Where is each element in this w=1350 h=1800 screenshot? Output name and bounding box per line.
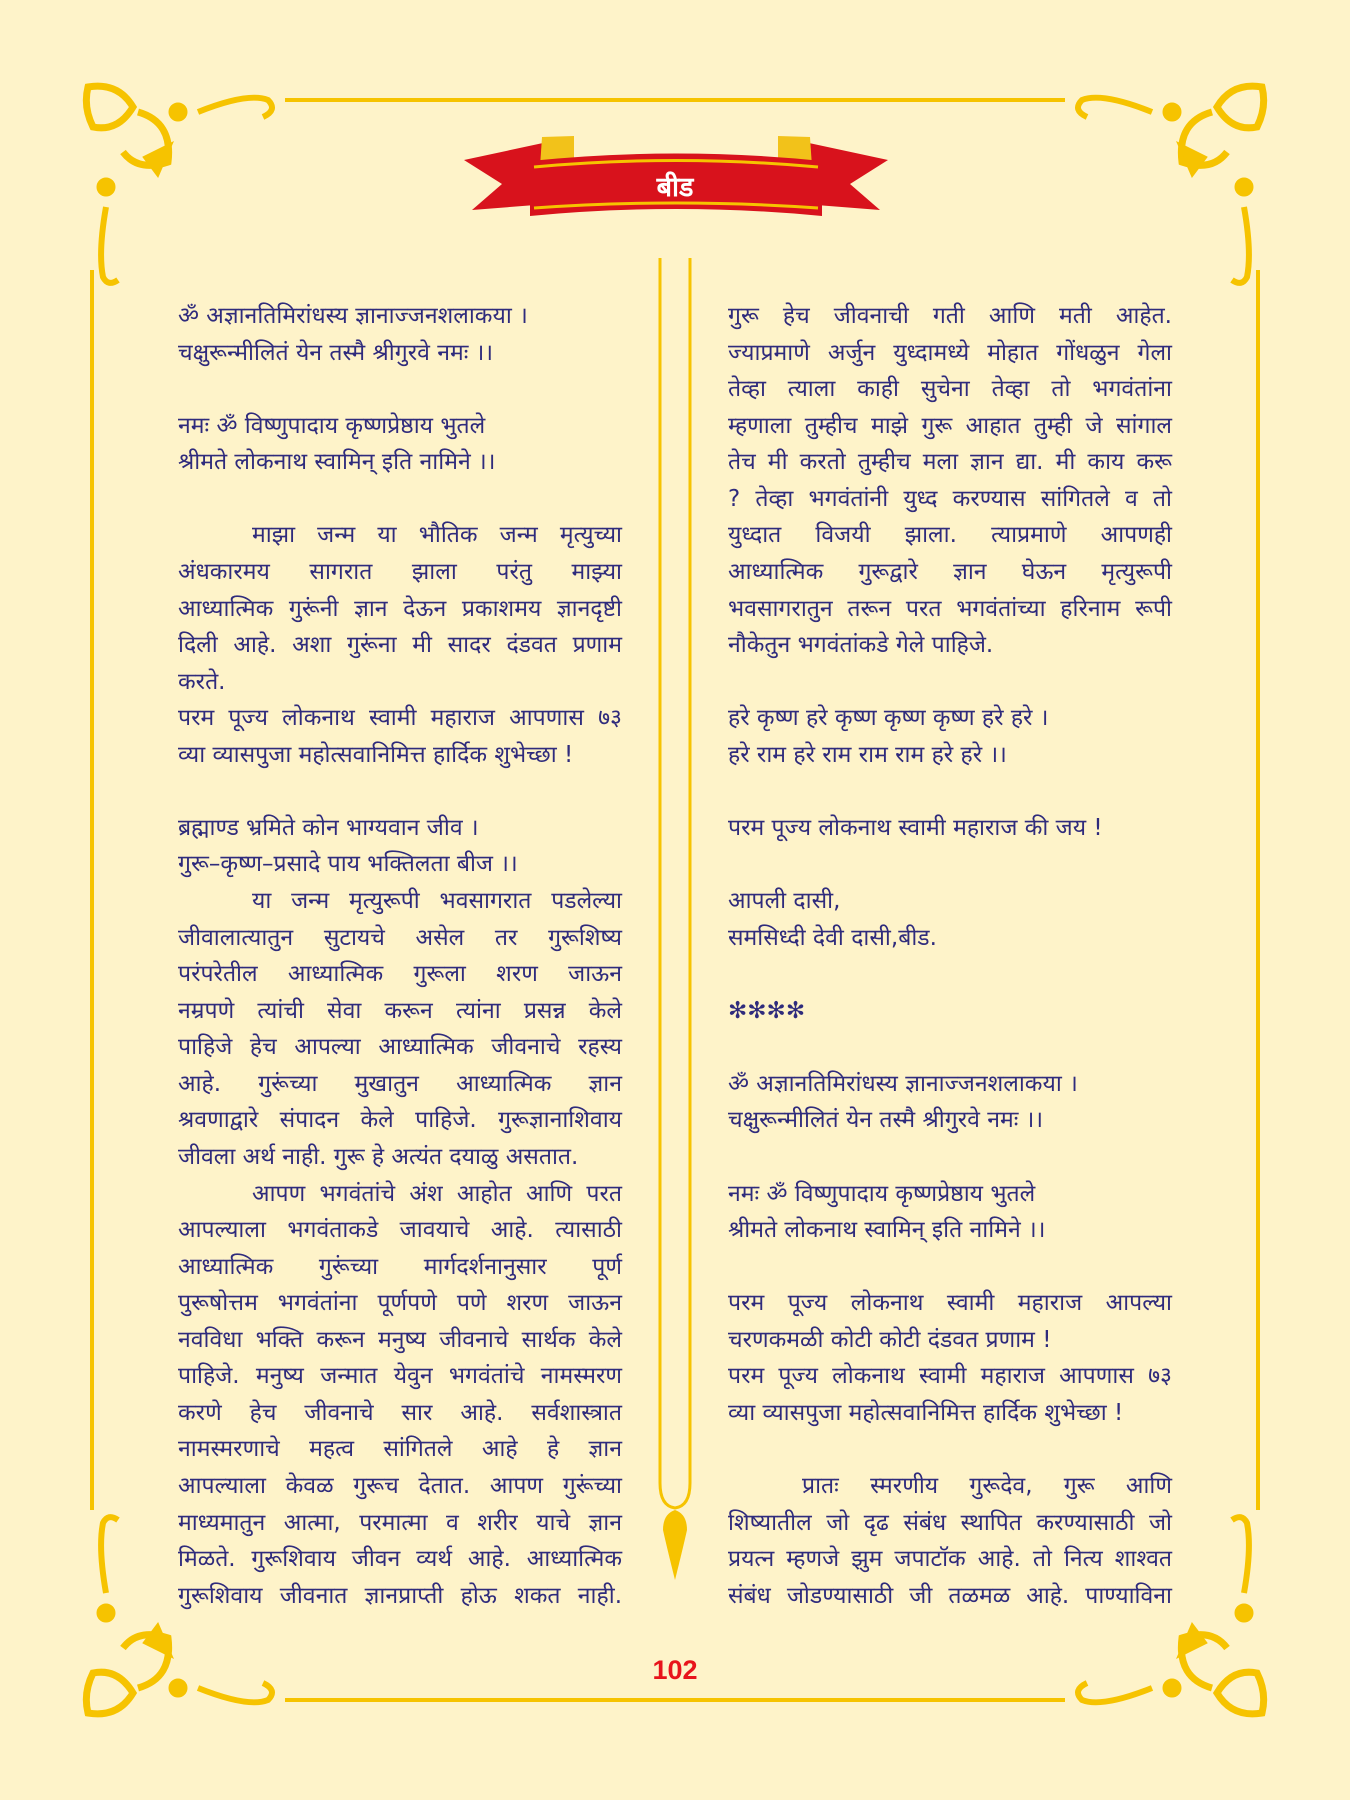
- text-line: आध्यात्मिक गुरूंच्या मार्गदर्शनानुसार पूर्ण: [178, 1253, 622, 1280]
- text-line: आपण भगवंतांचे अंश आहोत आणि परत: [252, 1180, 622, 1207]
- text-line: युध्दात विजयी झाला. त्याप्रमाणे आपणही: [728, 522, 1172, 549]
- text-line: ब्रह्माण्ड भ्रमिते कोन भाग्यवान जीव ।: [178, 814, 479, 841]
- text-line: श्रीमते लोकनाथ स्वामिन् इति नामिने ।।: [728, 1217, 1046, 1244]
- text-line: अंधकारमय सागरात झाला परंतु माझ्या: [178, 558, 622, 585]
- text-line: संबंध जोडण्यासाठी जी तळमळ आहे. पाण्याविना: [728, 1582, 1172, 1609]
- text-line: आपली दासी,: [728, 888, 841, 914]
- text-line: नमः ॐ विष्णुपादाय कृष्णप्रेष्ठाय भुतले: [728, 1180, 1036, 1207]
- blank-line: [728, 1249, 1172, 1286]
- text-line: व्या व्यासपुजा महोत्सवानिमित्त हार्दिक शुभेच्छा !: [728, 1399, 1124, 1426]
- text-line: जीवला अर्थ नाही. गुरू हे अत्यंत दयाळु असतात.: [178, 1143, 579, 1170]
- text-line: ज्याप्रमाणे अर्जुन युध्दामध्ये मोहात गोंधळुन गेला: [728, 339, 1172, 366]
- text-line: तेव्हा त्याला काही सुचेना तेव्हा तो भगवंतांना: [728, 376, 1172, 403]
- text-line: व्या व्यासपुजा महोत्सवानिमित्त हार्दिक शुभेच्छा !: [178, 741, 574, 768]
- frame-right-line: [1256, 270, 1260, 1510]
- text-line: नम्रपणे त्यांची सेवा करून त्यांना प्रसन्न केले: [178, 997, 622, 1024]
- text-line: हरे राम हरे राम राम राम हरे हरे ।।: [728, 741, 1007, 768]
- text-line: चक्षुरून्मीलितं येन तस्मै श्रीगुरवे नमः ।।: [178, 339, 494, 366]
- blank-line: [728, 1431, 1172, 1468]
- text-line: चक्षुरून्मीलितं येन तस्मै श्रीगुरवे नमः ।।: [728, 1107, 1044, 1134]
- blank-line: [178, 481, 622, 518]
- text-line: करते.: [178, 668, 226, 695]
- text-line: गुरू–कृष्ण–प्रसादे पाय भक्तिलता बीज ।।: [178, 851, 518, 878]
- blank-line: [728, 773, 1172, 810]
- text-line: भवसागरातुन तरून परत भगवंतांच्या हरिनाम रूपी: [728, 595, 1172, 622]
- text-line: परम पूज्य लोकनाथ स्वामी महाराज आपणास ७३: [728, 1363, 1172, 1390]
- text-line: श्रवणाद्वारे संपादन केले पाहिजे. गुरूज्ञानाशिवाय: [178, 1107, 622, 1134]
- text-line: ॐ अज्ञानतिमिरांधस्य ज्ञानाज्जनशलाकया ।: [178, 303, 528, 329]
- page-number: 102: [652, 1655, 698, 1685]
- blank-line: [178, 371, 622, 408]
- text-line: परम पूज्य लोकनाथ स्वामी महाराज की जय !: [728, 814, 1103, 841]
- text-line: ? तेव्हा भगवंतांनी युध्द करण्यास सांगितले व तो: [728, 485, 1172, 512]
- blank-line: [728, 1139, 1172, 1176]
- blank-line: [178, 773, 622, 810]
- text-line: दिली आहे. अशा गुरूंना मी सादर दंडवत प्रणाम: [178, 632, 622, 659]
- text-line: म्हणाला तुम्हीच माझे गुरू आहात तुम्ही जे सांगाल: [728, 412, 1172, 439]
- text-line: मिळते. गुरूशिवाय जीवन व्यर्थ आहे. आध्यात्मिक: [178, 1546, 622, 1573]
- text-line: आध्यात्मिक गुरूद्वारे ज्ञान घेऊन मृत्युरूपी: [728, 558, 1172, 585]
- text-line: आध्यात्मिक गुरूंनी ज्ञान देऊन प्रकाशमय ज्ञानदृष्टी: [178, 595, 622, 622]
- text-line: माझा जन्म या भौतिक जन्म मृत्युच्या: [252, 522, 622, 549]
- text-line: आपल्याला भगवंताकडे जावयाचे आहे. त्यासाठी: [178, 1217, 622, 1244]
- text-line: ✻✻✻✻: [728, 997, 806, 1024]
- text-line: हरे कृष्ण हरे कृष्ण कृष्ण कृष्ण हरे हरे ।: [728, 705, 1049, 732]
- text-line: या जन्म मृत्युरूपी भवसागरात पडलेल्या: [252, 888, 622, 914]
- text-line: परंपरेतील आध्यात्मिक गुरूला शरण जाऊन: [178, 961, 622, 988]
- text-line: समसिध्दी देवी दासी,बीड.: [728, 924, 937, 951]
- text-line: माध्यमातुन आत्मा, परमात्मा व शरीर याचे ज्ञान: [178, 1509, 622, 1536]
- text-line: चरणकमळी कोटी कोटी दंडवत प्रणाम !: [728, 1326, 1052, 1353]
- blank-line: [728, 956, 1172, 993]
- text-line: नमः ॐ विष्णुपादाय कृष्णप्रेष्ठाय भुतले: [178, 412, 486, 439]
- blank-line: [728, 1029, 1172, 1066]
- frame-top-line: [285, 98, 1065, 102]
- page-title: बीड: [656, 172, 694, 203]
- left-column-text: [178, 298, 622, 1614]
- text-line: प्रातः स्मरणीय गुरूदेव, गुरू आणि: [802, 1473, 1172, 1499]
- text-line: गुरूशिवाय जीवनात ज्ञानप्राप्ती होऊ शकत नाही.: [178, 1582, 622, 1609]
- text-line: नवविधा भक्ति करून मनुष्य जीवनाचे सार्थक केले: [178, 1326, 622, 1353]
- text-line: नामस्मरणाचे महत्व सांगितले आहे हे ज्ञान: [178, 1436, 622, 1463]
- frame-left-line: [90, 270, 94, 1510]
- text-line: पुरूषोत्तम भगवंतांना पूर्णपणे पणे शरण जाऊन: [178, 1290, 622, 1317]
- text-line: पाहिजे. मनुष्य जन्मात येवुन भगवंतांचे नामस्मरण: [178, 1363, 622, 1390]
- text-line: पाहिजे हेच आपल्या आध्यात्मिक जीवनाचे रहस्य: [178, 1034, 622, 1061]
- text-line: ॐ अज्ञानतिमिरांधस्य ज्ञानाज्जनशलाकया ।: [728, 1070, 1078, 1097]
- text-line: परम पूज्य लोकनाथ स्वामी महाराज आपणास ७३: [178, 705, 622, 732]
- text-line: जीवालात्यातुन सुटायचे असेल तर गुरूशिष्य: [178, 924, 622, 951]
- text-line: करणे हेच जीवनाचे सार आहे. सर्वशास्त्रात: [178, 1399, 622, 1426]
- text-line: परम पूज्य लोकनाथ स्वामी महाराज आपल्या: [728, 1290, 1172, 1317]
- text-line: तेच मी करतो तुम्हीच मला ज्ञान द्या. मी काय करू: [728, 449, 1172, 476]
- frame-bottom-line: [285, 1698, 1065, 1702]
- text-line: प्रयत्न म्हणजे झुम जपाटॉक आहे. तो नित्य शाश्वत: [728, 1546, 1172, 1573]
- column-divider-icon: [655, 258, 695, 1588]
- text-line: आहे. गुरूंच्या मुखातुन आध्यात्मिक ज्ञान: [178, 1070, 622, 1097]
- text-line: गुरू हेच जीवनाची गती आणि मती आहेत.: [728, 303, 1172, 329]
- text-line: श्रीमते लोकनाथ स्वामिन् इति नामिने ।।: [178, 449, 496, 476]
- text-line: शिष्यातील जो दृढ संबंध स्थापित करण्यासाठी जो: [728, 1509, 1172, 1536]
- blank-line: [728, 664, 1172, 701]
- text-line: नौकेतुन भगवंतांकडे गेले पाहिजे.: [728, 632, 994, 659]
- right-column-text: [728, 298, 1172, 1614]
- blank-line: [728, 846, 1172, 883]
- text-line: आपल्याला केवळ गुरूच देतात. आपण गुरूंच्या: [178, 1473, 622, 1499]
